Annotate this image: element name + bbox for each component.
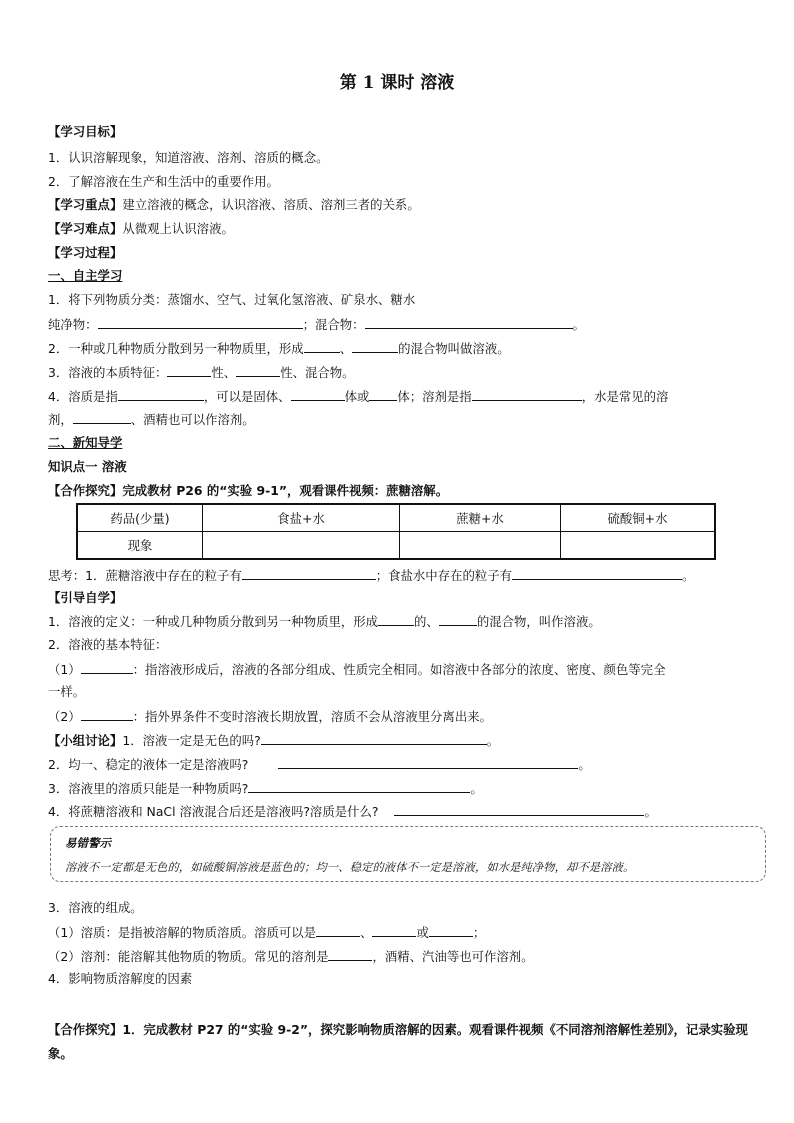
composition-2 — [48, 948, 534, 965]
blank-field[interactable] — [242, 567, 376, 580]
question-2 — [48, 340, 510, 357]
blank-field[interactable] — [73, 411, 131, 424]
blank-field[interactable] — [291, 388, 345, 401]
label: 、 — [339, 341, 353, 356]
discussion-3 — [48, 780, 483, 797]
label: 。 — [578, 757, 591, 772]
label: （2） — [48, 709, 81, 724]
label: 。 — [572, 317, 585, 332]
definition — [48, 613, 601, 630]
label: ，水是常见的溶 — [581, 389, 669, 404]
table-header-row — [77, 504, 715, 532]
guide-heading: 【引导自学】 — [48, 590, 123, 605]
table-header-cell: 蔗糖+水 — [400, 504, 561, 532]
section-heading: 二、新知导学 — [48, 435, 123, 450]
label: ；混合物： — [302, 317, 365, 332]
blank-field[interactable] — [394, 803, 644, 816]
label: （1） — [48, 662, 81, 677]
label: 。 — [682, 568, 695, 583]
question-1-answer — [48, 316, 585, 333]
question-4 — [48, 388, 668, 405]
blank-field[interactable] — [167, 364, 211, 377]
section-heading: 一、自主学习 — [48, 268, 123, 283]
objectives-heading: 【学习目标】 — [48, 124, 123, 139]
label: ：指溶液形成后，溶液的各部分组成、性质完全相同。如溶液中各部分的浓度、密度、颜色等完全 — [132, 662, 666, 677]
blank-field[interactable] — [472, 388, 582, 401]
blank-field[interactable] — [316, 924, 360, 937]
tip-body: 溶液不一定都是无色的，如硫酸铜溶液是蓝色的；均一、稳定的液体不一定是溶液，如水是纯净物，却不是溶液。 — [65, 861, 635, 874]
discussion-2 — [48, 756, 591, 773]
factor-heading: 4．影响物质溶解度的因素 — [48, 971, 193, 986]
label: 1．溶液的定义：一种或几种物质分散到另一种物质里，形成 — [48, 614, 379, 629]
label: ，酒精、汽油等也可作溶剂。 — [372, 949, 534, 964]
knowledge-point: 知识点一 溶液 — [48, 459, 127, 474]
question-3 — [48, 364, 355, 381]
label: 或 — [416, 925, 429, 940]
label: 2．均一、稳定的液体一定是溶液吗? — [48, 757, 249, 772]
label: 、酒精也可以作溶剂。 — [130, 412, 255, 427]
label: 、 — [360, 925, 373, 940]
table-cell[interactable] — [400, 532, 561, 560]
blank-field[interactable] — [98, 316, 303, 329]
label: 纯净物： — [48, 317, 98, 332]
label: ，可以是固体、 — [203, 389, 291, 404]
label: 剂， — [48, 412, 73, 427]
label: ：指外界条件不变时溶液长期放置，溶质不会从溶液里分离出来。 — [132, 709, 492, 724]
cooperative-inquiry-2: 【合作探究】1．完成教材 P27 的“实验 9-2”，探究影响物质溶解的因素。观看课件视频《不同溶剂溶解性差别》，记录实验现象。 — [48, 1022, 748, 1061]
blank-field[interactable] — [118, 388, 204, 401]
label: ； — [472, 925, 486, 940]
label: 性、 — [211, 365, 237, 380]
table-row-label: 现象 — [77, 532, 203, 560]
label: 体或 — [344, 389, 370, 404]
label: 。 — [644, 804, 657, 819]
process-heading: 【学习过程】 — [48, 245, 123, 260]
table-row — [77, 532, 715, 560]
key-point — [48, 197, 420, 213]
blank-field[interactable] — [369, 388, 397, 401]
table-header-cell: 药品(少量) — [77, 504, 203, 532]
blank-field[interactable] — [304, 340, 340, 353]
discussion-1 — [48, 732, 499, 749]
label: 性、混合物。 — [280, 365, 355, 380]
table-header-cell: 食盐+水 — [203, 504, 400, 532]
label: 4．溶质是指 — [48, 389, 118, 404]
blank-field[interactable] — [81, 708, 133, 721]
think-question — [48, 567, 694, 584]
key-point-label: 【学习重点】 — [48, 197, 123, 212]
warning-tip-box — [50, 826, 766, 882]
question-1: 1．将下列物质分类：蒸馏水、空气、过氧化氢溶液、矿泉水、糖水 — [48, 292, 416, 307]
key-point-text: 建立溶液的概念，认识溶液、溶质、溶剂三者的关系。 — [122, 197, 420, 212]
label: 的混合物，叫作溶液。 — [476, 614, 601, 629]
label: 体；溶剂是指 — [397, 389, 472, 404]
blank-field[interactable] — [248, 780, 470, 793]
feature-1-cont: 一样。 — [48, 684, 86, 699]
label: 2．一种或几种物质分散到另一种物质里，形成 — [48, 341, 304, 356]
blank-field[interactable] — [429, 924, 473, 937]
label: 。 — [470, 781, 483, 796]
label: （2）溶剂：能溶解其他物质的物质。常见的溶剂是 — [48, 949, 329, 964]
cooperative-inquiry: 【合作探究】完成教材 P26 的“实验 9-1”，观看课件视频：蔗糖溶解。 — [48, 483, 449, 498]
table-cell[interactable] — [561, 532, 716, 560]
blank-field[interactable] — [261, 732, 487, 745]
feature-2 — [48, 708, 492, 725]
discussion-4 — [48, 803, 657, 820]
label: 3．溶液里的溶质只能是一种物质吗? — [48, 781, 249, 796]
difficulty — [48, 221, 234, 237]
composition-heading: 3．溶液的组成。 — [48, 900, 143, 915]
label: 的混合物叫做溶液。 — [398, 341, 510, 356]
table-header-cell: 硫酸铜+水 — [561, 504, 716, 532]
blank-field[interactable] — [512, 567, 682, 580]
label: 的、 — [414, 614, 439, 629]
objective-item: 1．认识溶解现象，知道溶液、溶剂、溶质的概念。 — [48, 150, 329, 165]
label: 思考：1．蔗糖溶液中存在的粒子有 — [48, 568, 242, 583]
objective-item: 2．了解溶液在生产和生活中的重要作用。 — [48, 174, 279, 189]
discussion-label: 【小组讨论】 — [48, 733, 123, 748]
blank-field[interactable] — [278, 756, 578, 769]
label: 1．溶液一定是无色的吗? — [122, 733, 261, 748]
label: ；食盐水中存在的粒子有 — [375, 568, 513, 583]
question-4-cont — [48, 411, 255, 428]
blank-field[interactable] — [372, 924, 416, 937]
experiment-table — [76, 503, 716, 560]
label: 4．将蔗糖溶液和 NaCl 溶液混合后还是溶液吗?溶质是什么? — [48, 804, 379, 819]
features-heading: 2．溶液的基本特征： — [48, 637, 168, 652]
label: （1）溶质：是指被溶解的物质溶质。溶质可以是 — [48, 925, 317, 940]
label: 3．溶液的本质特征： — [48, 365, 168, 380]
difficulty-label: 【学习难点】 — [48, 221, 123, 236]
label: 。 — [486, 733, 500, 748]
blank-field[interactable] — [378, 613, 414, 626]
composition-1 — [48, 924, 485, 941]
blank-field[interactable] — [365, 316, 573, 329]
blank-field[interactable] — [328, 948, 372, 961]
blank-field[interactable] — [439, 613, 477, 626]
feature-1 — [48, 661, 665, 678]
difficulty-text: 从微观上认识溶液。 — [122, 221, 234, 236]
tip-title: 易错警示 — [65, 836, 111, 850]
table-cell[interactable] — [203, 532, 400, 560]
blank-field[interactable] — [81, 661, 133, 674]
page-title: 第 1 课时 溶液 — [339, 73, 455, 93]
blank-field[interactable] — [236, 364, 280, 377]
blank-field[interactable] — [352, 340, 398, 353]
